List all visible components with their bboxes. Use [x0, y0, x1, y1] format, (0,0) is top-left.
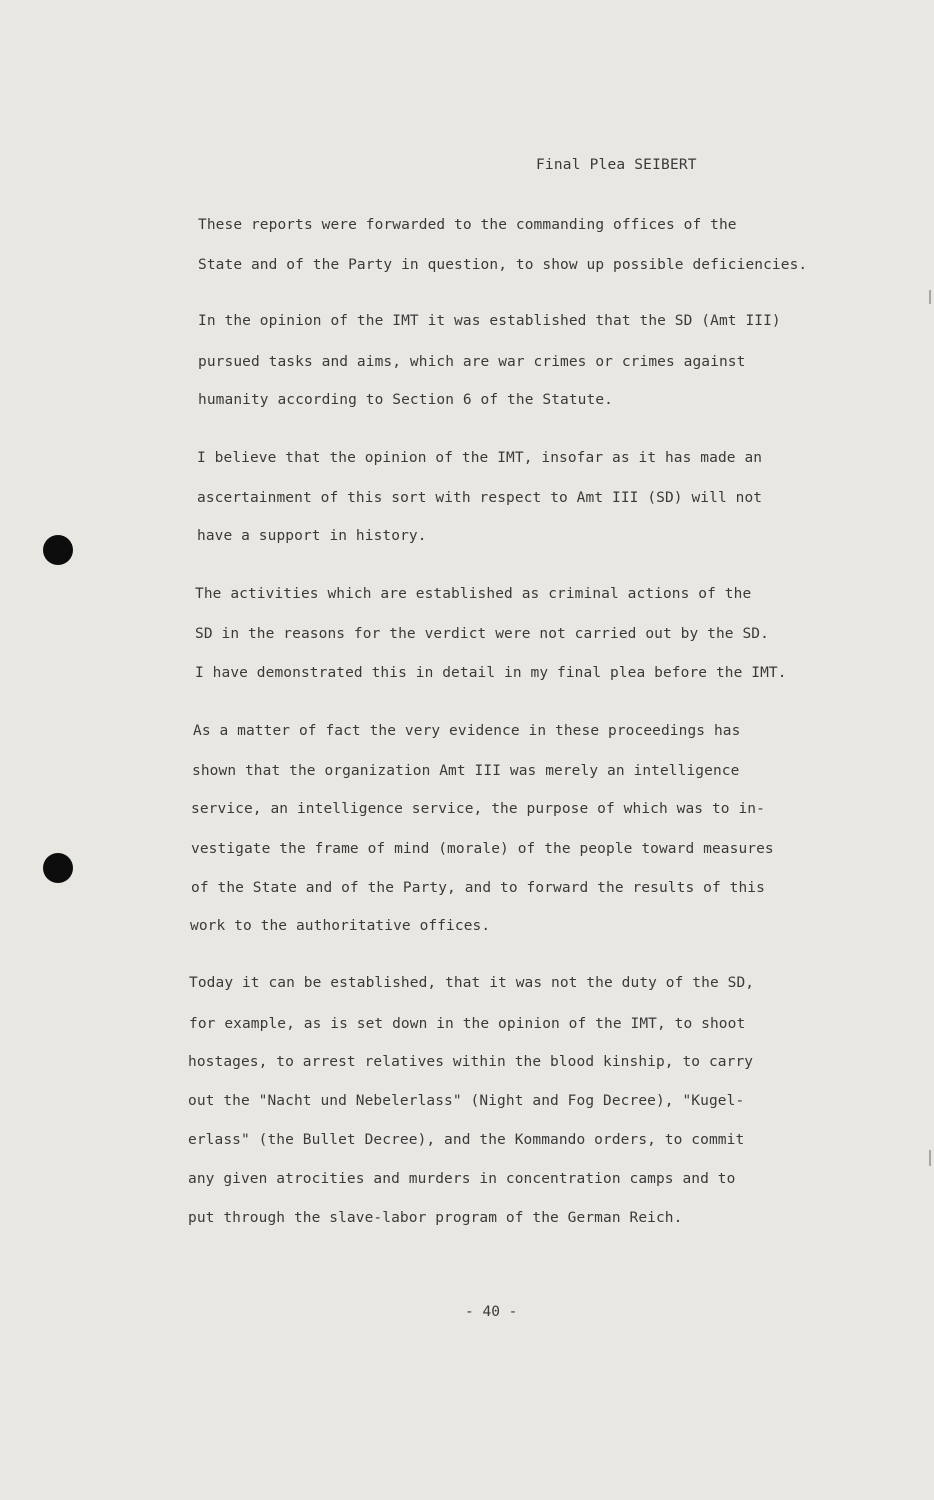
text-line: As a matter of fact the very evidence in these proceedings has — [193, 723, 741, 739]
text-line: of the State and of the Party, and to forward the results of this — [191, 880, 765, 896]
text-line: any given atrocities and murders in concentration camps and to — [188, 1171, 736, 1187]
text-line: I believe that the opinion of the IMT, insofar as it has made an — [197, 450, 763, 466]
text-line: These reports were forwarded to the commanding offices of the — [198, 217, 737, 233]
text-line: for example, as is set down in the opinion of the IMT, to shoot — [189, 1016, 746, 1032]
page-number: - 40 - — [465, 1304, 518, 1320]
text-line: put through the slave-labor program of the German Reich. — [188, 1210, 683, 1226]
text-line: service, an intelligence service, the purpose of which was to in- — [191, 801, 765, 817]
text-line: I have demonstrated this in detail in my final plea before the IMT. — [195, 665, 787, 681]
text-line: State and of the Party in question, to show up possible deficiencies. — [198, 257, 808, 273]
text-line: vestigate the frame of mind (morale) of the people toward measures — [191, 841, 774, 857]
text-line: The activities which are established as criminal actions of the — [195, 586, 752, 602]
text-line: SD in the reasons for the verdict were not carried out by the SD. — [195, 626, 769, 642]
edge-mark — [929, 1150, 931, 1166]
text-line: shown that the organization Amt III was merely an intelligence — [192, 763, 740, 779]
text-line: erlass" (the Bullet Decree), and the Kommando orders, to commit — [188, 1132, 745, 1148]
text-line: have a support in history. — [197, 528, 427, 544]
page-header: Final Plea SEIBERT — [536, 157, 697, 173]
punch-hole — [43, 853, 73, 883]
text-line: pursued tasks and aims, which are war crimes or crimes against — [198, 354, 746, 370]
text-line: work to the authoritative offices. — [190, 918, 491, 934]
punch-hole — [43, 535, 73, 565]
text-line: hostages, to arrest relatives within the blood kinship, to carry — [188, 1054, 754, 1070]
text-line: Today it can be established, that it was not the duty of the SD, — [189, 975, 755, 991]
edge-mark — [929, 290, 931, 304]
text-line: In the opinion of the IMT it was established that the SD (Amt III) — [198, 313, 781, 329]
text-line: out the "Nacht und Nebelerlass" (Night and Fog Decree), "Kugel- — [188, 1093, 745, 1109]
text-line: humanity according to Section 6 of the Statute. — [198, 392, 613, 408]
text-line: ascertainment of this sort with respect to Amt III (SD) will not — [197, 490, 763, 506]
